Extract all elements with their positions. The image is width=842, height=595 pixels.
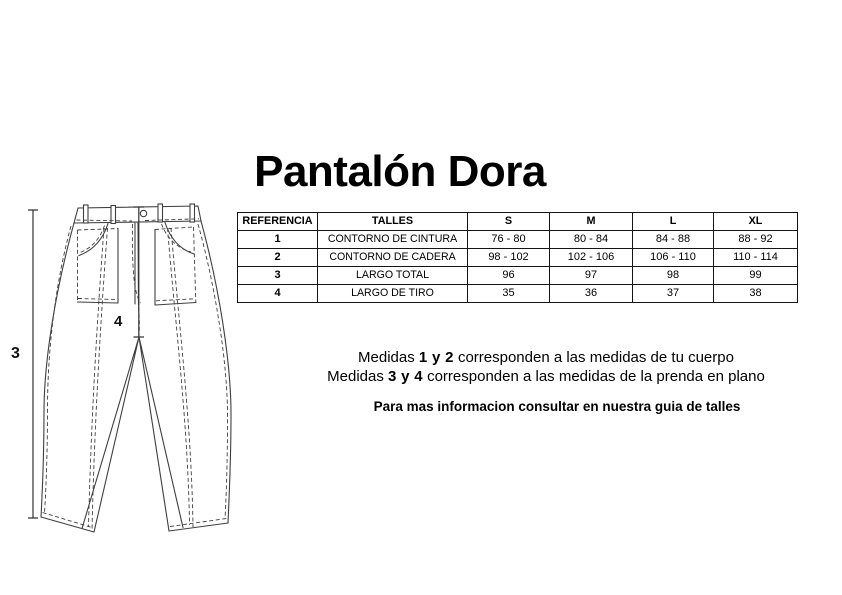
note-text: Medidas <box>358 349 419 366</box>
size-table <box>237 212 798 303</box>
right-crease <box>168 228 194 527</box>
inseams <box>82 337 183 532</box>
measurement-lines <box>28 207 144 518</box>
pants-solid-lines <box>41 204 231 532</box>
page-title: Pantalón Dora <box>254 147 546 196</box>
table-cell-value: 98 - 102 <box>468 249 550 267</box>
table-cell-label: CONTORNO DE CINTURA <box>318 231 468 249</box>
table-cell-ref: 3 <box>238 267 318 285</box>
right-hem <box>169 523 228 531</box>
right-pocket-dashed <box>155 227 196 302</box>
note-text: corresponden a las medidas de tu cuerpo <box>453 349 734 366</box>
table-row <box>238 267 798 285</box>
left-outer-seam <box>41 223 74 517</box>
note-text: corresponden a las medidas de la prenda en plano <box>422 367 765 385</box>
table-cell-ref: 2 <box>238 249 318 267</box>
table-cell-label: LARGO TOTAL <box>318 267 468 285</box>
right-pocket-edge <box>155 230 196 306</box>
table-cell-value: 96 <box>468 267 550 285</box>
table-header-row <box>238 213 798 231</box>
table-cell-value: 106 - 110 <box>633 249 714 267</box>
table-cell-ref: 1 <box>238 231 318 249</box>
table-cell-value: 97 <box>550 267 633 285</box>
measure-label-rise: 4 <box>114 313 123 330</box>
table-cell-label: CONTORNO DE CADERA <box>318 249 468 267</box>
table-header-s: S <box>468 213 550 231</box>
button-icon <box>140 210 146 216</box>
note-ref-numbers: 3 y 4 <box>388 367 423 385</box>
table-cell-value: 76 - 80 <box>468 231 550 249</box>
left-pocket-edge <box>78 229 119 304</box>
table-cell-label: LARGO DE TIRO <box>318 285 468 303</box>
pants-diagram <box>0 192 250 542</box>
table-cell-value: 37 <box>633 285 714 303</box>
measure-line-total-length <box>28 210 38 518</box>
left-hem <box>41 517 94 532</box>
table-cell-ref: 4 <box>238 285 318 303</box>
belt-loop-icon <box>158 204 163 222</box>
right-outer-seam <box>201 221 231 523</box>
table-row <box>238 249 798 267</box>
table-header-talles: TALLES <box>318 213 468 231</box>
measurement-notes <box>279 349 813 386</box>
table-cell-value: 80 - 84 <box>550 231 633 249</box>
table-header-referencia: REFERENCIA <box>238 213 318 231</box>
table-cell-value: 110 - 114 <box>714 249 798 267</box>
table-cell-value: 35 <box>468 285 550 303</box>
table-cell-value: 84 - 88 <box>633 231 714 249</box>
table-cell-value: 102 - 106 <box>550 249 633 267</box>
table-header-xl: XL <box>714 213 798 231</box>
table-row <box>238 285 798 303</box>
table-cell-value: 88 - 92 <box>714 231 798 249</box>
size-guide-footer-note: Para mas informacion consultar en nuestra guia de talles <box>373 399 741 414</box>
table-header-m: M <box>550 213 633 231</box>
table-cell-value: 98 <box>633 267 714 285</box>
table-cell-value: 38 <box>714 285 798 303</box>
note-ref-numbers: 1 y 2 <box>418 349 454 366</box>
table-header-l: L <box>633 213 714 231</box>
note-text: Medidas <box>327 367 389 385</box>
waistband-stitch <box>77 219 200 221</box>
left-side-stitch <box>45 226 72 513</box>
table-row <box>238 231 798 249</box>
note-line-body <box>279 349 813 368</box>
table-cell-value: 99 <box>714 267 798 285</box>
measure-label-total-length: 3 <box>11 345 20 362</box>
table-cell-value: 36 <box>550 285 633 303</box>
note-line-garment <box>279 368 813 387</box>
